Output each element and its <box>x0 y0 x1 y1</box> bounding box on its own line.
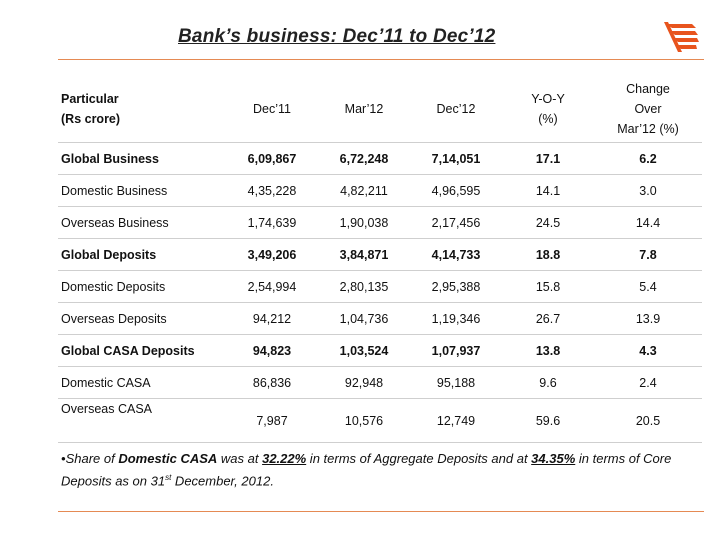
cell-dec12: 1,07,937 <box>410 335 502 367</box>
table-row <box>58 207 702 239</box>
cell-yoy: 9.6 <box>502 367 594 399</box>
cell-yoy: 13.8 <box>502 335 594 367</box>
cell-change: 13.9 <box>594 303 702 335</box>
table-row <box>58 175 702 207</box>
row-label: Global Deposits <box>58 239 226 271</box>
table-header-row <box>58 76 702 143</box>
table-row <box>58 239 702 271</box>
cell-mar12: 2,80,135 <box>318 271 410 303</box>
header-change-over-mar12: Change Over Mar’12 (%) <box>594 76 702 143</box>
cell-dec12: 4,14,733 <box>410 239 502 271</box>
header-particular: Particular (Rs crore) <box>58 76 226 143</box>
cell-mar12: 1,90,038 <box>318 207 410 239</box>
cell-dec11: 6,09,867 <box>226 143 318 175</box>
cell-dec11: 1,74,639 <box>226 207 318 239</box>
cell-yoy: 24.5 <box>502 207 594 239</box>
header-dec12: Dec’12 <box>410 76 502 143</box>
header-mar12: Mar’12 <box>318 76 410 143</box>
row-label: Domestic CASA <box>58 367 226 399</box>
domestic-casa-emphasis: Domestic CASA <box>118 451 218 466</box>
cell-dec12: 2,95,388 <box>410 271 502 303</box>
cell-mar12: 3,84,871 <box>318 239 410 271</box>
cell-dec12: 2,17,456 <box>410 207 502 239</box>
cell-change: 7.8 <box>594 239 702 271</box>
table-row <box>58 335 702 367</box>
row-label: Overseas CASA <box>58 399 226 443</box>
cell-change: 3.0 <box>594 175 702 207</box>
cell-mar12: 1,04,736 <box>318 303 410 335</box>
row-label: Overseas Business <box>58 207 226 239</box>
table-row <box>58 303 702 335</box>
cell-change: 5.4 <box>594 271 702 303</box>
cell-change: 20.5 <box>594 399 702 443</box>
header-yoy: Y-O-Y (%) <box>502 76 594 143</box>
cell-mar12: 1,03,524 <box>318 335 410 367</box>
table-row <box>58 399 702 443</box>
cell-dec11: 3,49,206 <box>226 239 318 271</box>
cell-yoy: 59.6 <box>502 399 594 443</box>
cell-mar12: 92,948 <box>318 367 410 399</box>
row-label: Global CASA Deposits <box>58 335 226 367</box>
cell-dec11: 7,987 <box>226 399 318 443</box>
cell-dec11: 94,212 <box>226 303 318 335</box>
aggregate-deposits-share: 32.22% <box>262 451 307 466</box>
cell-yoy: 17.1 <box>502 143 594 175</box>
table-row <box>58 143 702 175</box>
cell-dec11: 4,35,228 <box>226 175 318 207</box>
cell-dec12: 1,19,346 <box>410 303 502 335</box>
row-label: Global Business <box>58 143 226 175</box>
cell-yoy: 26.7 <box>502 303 594 335</box>
cell-dec12: 4,96,595 <box>410 175 502 207</box>
business-table <box>58 76 702 443</box>
cell-yoy: 15.8 <box>502 271 594 303</box>
cell-yoy: 14.1 <box>502 175 594 207</box>
row-label: Domestic Business <box>58 175 226 207</box>
row-label: Overseas Deposits <box>58 303 226 335</box>
cell-change: 4.3 <box>594 335 702 367</box>
bottom-divider <box>58 511 704 512</box>
cell-change: 6.2 <box>594 143 702 175</box>
cell-mar12: 4,82,211 <box>318 175 410 207</box>
cell-dec11: 2,54,994 <box>226 271 318 303</box>
cell-dec11: 94,823 <box>226 335 318 367</box>
cell-yoy: 18.8 <box>502 239 594 271</box>
table-row <box>58 367 702 399</box>
footnote: •Share of Domestic CASA was at 32.22% in terms of Aggregate Deposits and at 34.35% in terms of Core Deposits as on 31st December, 2012. <box>61 451 672 489</box>
cell-mar12: 10,576 <box>318 399 410 443</box>
core-deposits-share: 34.35% <box>531 451 576 466</box>
header-dec11: Dec’11 <box>226 76 318 143</box>
row-label: Domestic Deposits <box>58 271 226 303</box>
cell-dec11: 86,836 <box>226 367 318 399</box>
cell-change: 14.4 <box>594 207 702 239</box>
cell-dec12: 7,14,051 <box>410 143 502 175</box>
cell-change: 2.4 <box>594 367 702 399</box>
cell-dec12: 95,188 <box>410 367 502 399</box>
page-title: Bank’s business: Dec’11 to Dec’12 <box>178 26 496 47</box>
bank-of-baroda-logo-icon <box>662 18 702 56</box>
top-divider <box>58 59 704 60</box>
table-row <box>58 271 702 303</box>
cell-dec12: 12,749 <box>410 399 502 443</box>
cell-mar12: 6,72,248 <box>318 143 410 175</box>
